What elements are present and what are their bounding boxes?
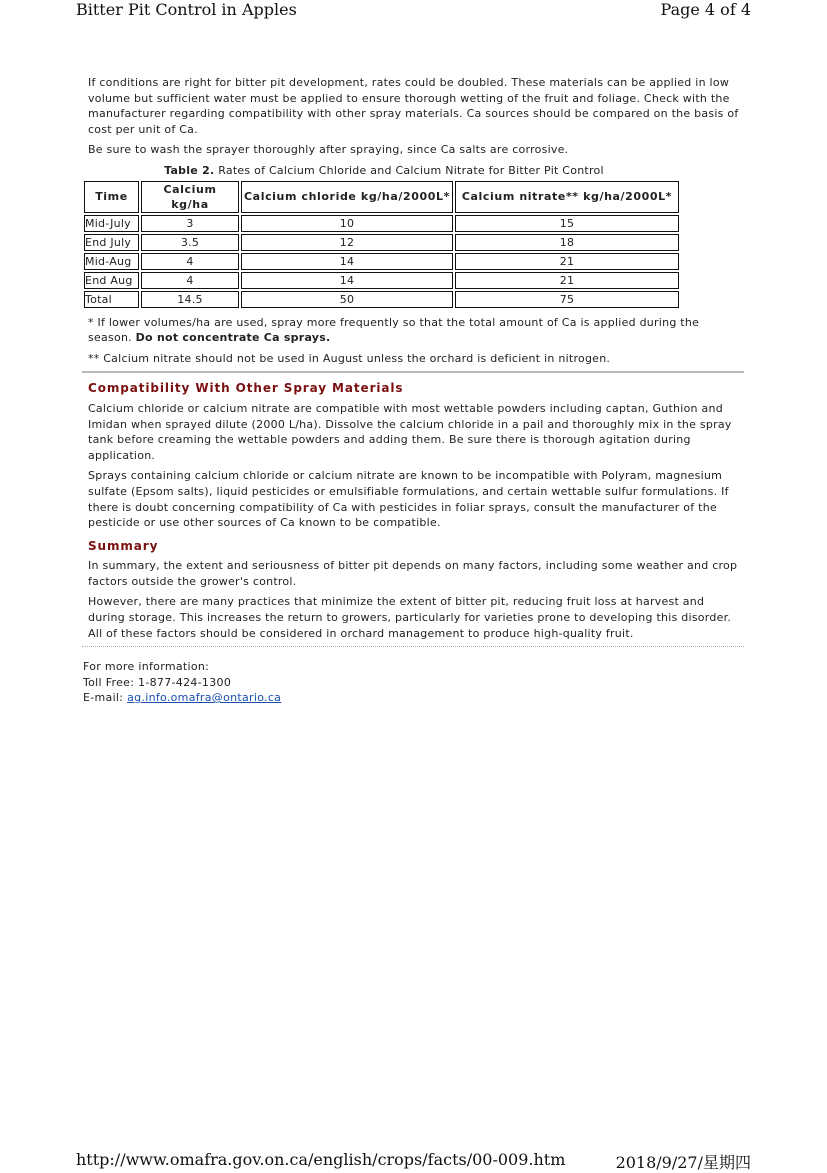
compatibility-paragraph: Sprays containing calcium chloride or calcium nitrate are known to be incompatible with Polyram, magnesium sulfate (Epsom salts), liquid pesticides or emulsifiable formulations, and certain wettable sulfur formulations. If there is doubt concerning compatibility of Ca with pesticides in foliar sprays, consult the manufacturer of the pesticide or use other sources of Ca known to be compatible. <box>88 469 729 530</box>
footnote-nitrate: ** Calcium nitrate should not be used in August unless the orchard is deficient in nitrogen. <box>88 351 611 365</box>
table-cell: 18 <box>455 234 679 251</box>
document-content <box>85 75 740 647</box>
table-row <box>84 272 679 289</box>
rates-table <box>82 179 681 310</box>
column-header: Calcium nitrate** kg/ha/2000L* <box>455 181 679 213</box>
column-header: Calcium kg/ha <box>141 181 239 213</box>
table-cell: 75 <box>455 291 679 308</box>
contact-email-link[interactable]: ag.info.omafra@ontario.ca <box>127 691 282 705</box>
table-row <box>84 291 679 308</box>
table-row <box>84 234 679 251</box>
column-header: Calcium chloride kg/ha/2000L* <box>241 181 453 213</box>
contact-email-label: E-mail: <box>83 691 128 705</box>
table-cell: 10 <box>241 215 453 232</box>
compatibility-heading: Compatibility With Other Spray Materials <box>88 381 404 396</box>
compatibility-paragraph: Calcium chloride or calcium nitrate are compatible with most wettable powders including captan, Guthion and Imidan when sprayed dilute (2000 L/ha). Dissolve the calcium chloride in a pail and thoroughly mix in the spray tank before creaming the wettable powders and adding them. Be sure there is thorough agitation during application. <box>88 401 732 462</box>
table-caption <box>88 163 680 179</box>
summary-paragraph: However, there are many practices that minimize the extent of bitter pit, reducing fruit loss at harvest and during storage. This increases the return to growers, particularly for varieties prone to developing this disorder. All of these factors should be considered in orchard management to produce high-quality fruit. <box>88 595 732 640</box>
table-notes <box>88 315 740 367</box>
section-divider <box>82 371 744 373</box>
table-caption-label: Table 2. <box>164 163 215 177</box>
paragraph-wash: Be sure to wash the sprayer thoroughly after spraying, since Ca salts are corrosive. <box>88 143 569 157</box>
table-cell: End July <box>84 234 139 251</box>
content-end-divider <box>82 646 744 647</box>
table-cell: End Aug <box>84 272 139 289</box>
contact-email-line <box>83 690 281 706</box>
summary-heading: Summary <box>88 538 159 553</box>
paragraph-rates: If conditions are right for bitter pit development, rates could be doubled. These materials can be applied in low volume but sufficient water must be applied to ensure thorough wetting of the fruit and foliage. Check with the manufacturer regarding compatibility with other spray materials. Ca sources should be compared on the basis of cost per unit of Ca. <box>88 76 739 136</box>
column-header: Time <box>84 181 139 213</box>
table-cell: 21 <box>455 272 679 289</box>
table-cell: 15 <box>455 215 679 232</box>
page-footer-url: http://www.omafra.gov.on.ca/english/crops/facts/00-009.htm <box>76 1150 566 1169</box>
table-cell: Total <box>84 291 139 308</box>
footnote-volume <box>88 315 740 346</box>
table-cell: 14 <box>241 272 453 289</box>
contact-info <box>83 659 281 706</box>
table-cell: Mid-July <box>84 215 139 232</box>
table-cell: 21 <box>455 253 679 270</box>
summary-paragraph: In summary, the extent and seriousness of bitter pit depends on many factors, including some weather and crop factors outside the grower's control. <box>88 559 738 588</box>
table-row <box>84 253 679 270</box>
contact-intro: For more information: <box>83 660 210 673</box>
table-caption-text: Rates of Calcium Chloride and Calcium Nitrate for Bitter Pit Control <box>218 163 604 177</box>
page-header-number: Page 4 of 4 <box>660 0 751 19</box>
contact-phone: Toll Free: 1-877-424-1300 <box>83 675 232 689</box>
table-cell: 4 <box>141 272 239 289</box>
table-cell: 50 <box>241 291 453 308</box>
page-header-title: Bitter Pit Control in Apples <box>76 0 297 19</box>
table-cell: 14 <box>241 253 453 270</box>
table-row <box>84 215 679 232</box>
footnote-volume-text: * If lower volumes/ha are used, spray more frequently so that the total amount of Ca is applied during the season. <box>88 315 700 345</box>
table-cell: 12 <box>241 234 453 251</box>
table-cell: Mid-Aug <box>84 253 139 270</box>
table-cell: 3.5 <box>141 234 239 251</box>
page-footer-date: 2018/9/27/星期四 <box>615 1153 751 1172</box>
table-header-row <box>84 181 679 213</box>
table-cell: 3 <box>141 215 239 232</box>
table-cell: 14.5 <box>141 291 239 308</box>
table-cell: 4 <box>141 253 239 270</box>
footnote-volume-warning: Do not concentrate Ca sprays. <box>135 331 331 345</box>
